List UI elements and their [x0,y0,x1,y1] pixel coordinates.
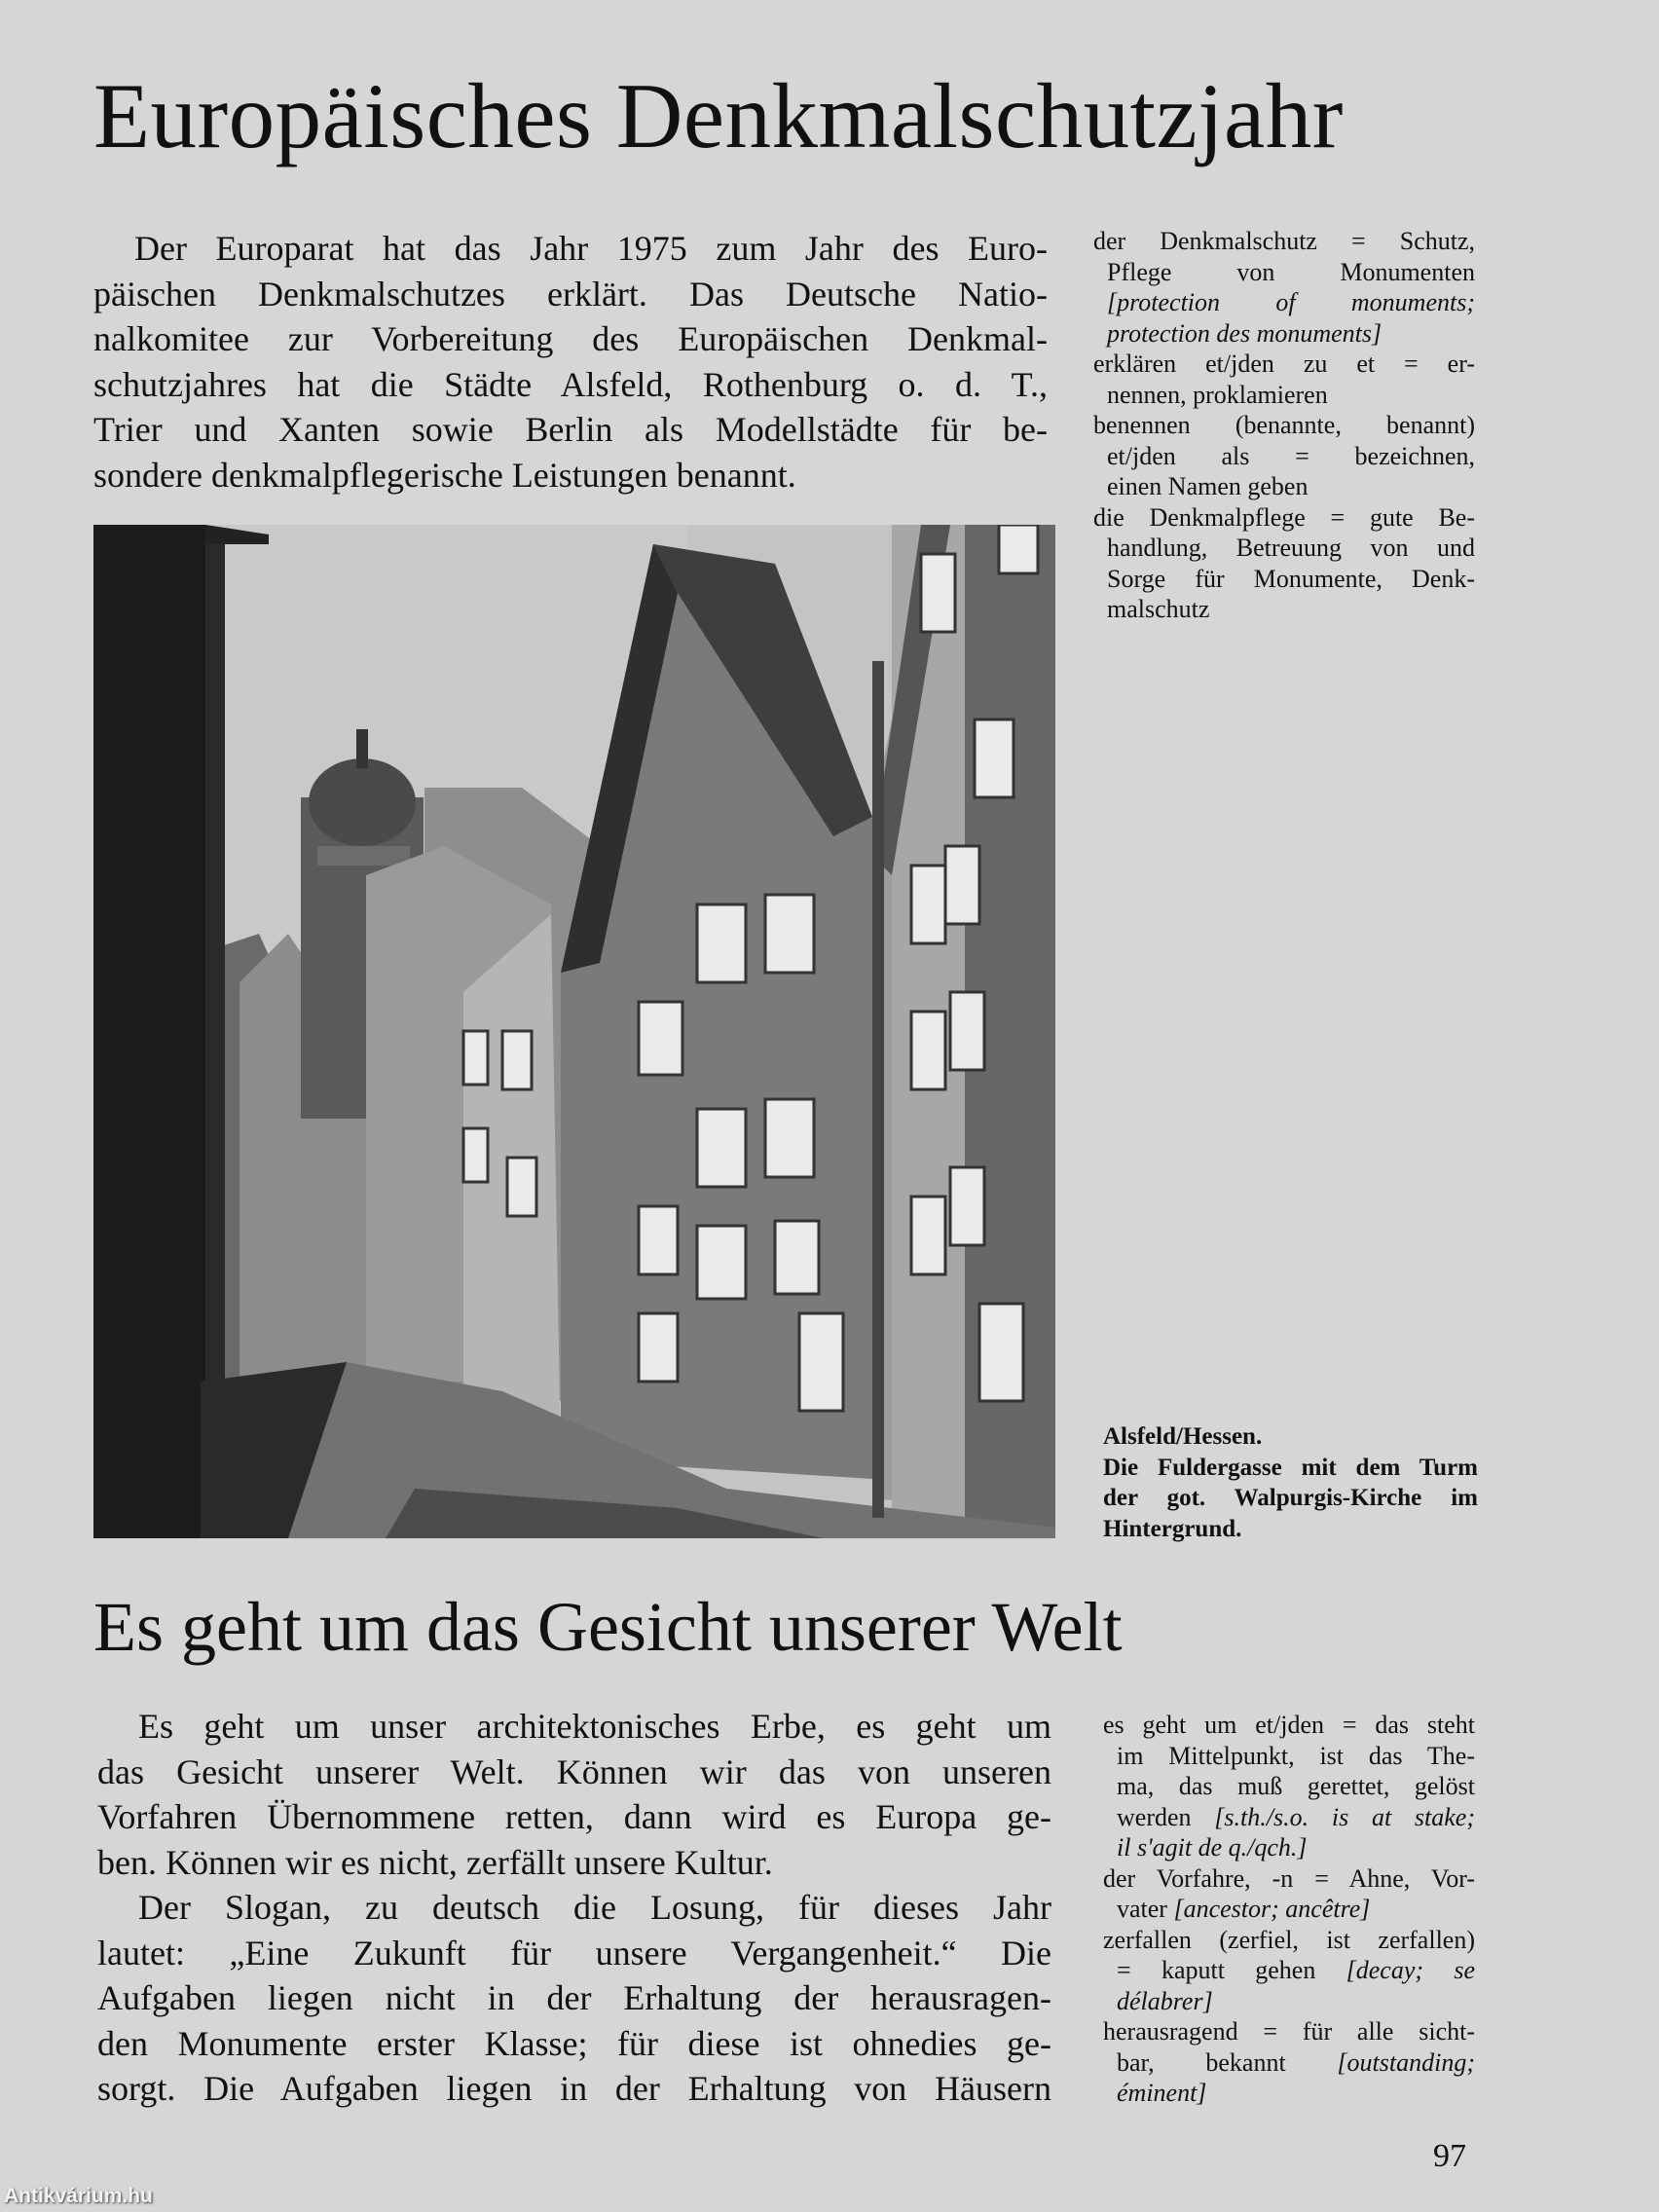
glossary-2 [1103,1710,1475,2109]
glossary-line [1093,441,1475,472]
text-line: sorgt. Die Aufgaben liegen in der Erhaltung von Häusern [97,2069,1051,2108]
glossary-line [1103,1832,1475,1863]
definition-text: Sorge für Monumente, Denk- [1107,564,1475,593]
intro-text [93,226,1048,498]
paragraph [93,226,1048,498]
text-line: ben. Können wir es nicht, zerfällt unsere Kultur. [97,1842,773,1882]
definition-text: einen Namen geben [1107,472,1309,500]
definition-text: et/jden als = bezeichnen, [1107,441,1475,470]
text-line: den Monumente erster Klasse; für diese ist ohnedies ge- [97,2023,1051,2063]
photo-caption [1103,1421,1478,1544]
glossary-1 [1093,226,1475,625]
glossary-line [1093,502,1475,534]
definition-text: zerfallen (zerfiel, ist zerfallen) [1103,1925,1475,1954]
caption-line: der got. Walpurgis-Kirche im [1103,1485,1478,1511]
text-line: Vorfahren Übernommene retten, dann wird es Europa ge- [97,1797,1051,1836]
definition-text: die Denkmalpflege = gute Be- [1093,502,1475,532]
definition-text: nennen, proklamieren [1107,380,1328,409]
glossary-line [1103,1741,1475,1772]
glossary-entry [1093,349,1475,410]
glossary-line [1093,410,1475,441]
definition-text: werden [1117,1802,1215,1831]
alsfeld-street-image [93,525,1055,1538]
text-line: Es geht um unser architektonisches Erbe, es geht um [138,1707,1051,1746]
street-photo [93,525,1055,1538]
text-line: das Gesicht unserer Welt. Können wir das von unseren [97,1751,1051,1791]
glossary-line [1093,257,1475,288]
definition-text: = kaputt gehen [1117,1956,1346,1984]
translation-text: [outstanding; [1337,2047,1475,2077]
text-line: Der Slogan, zu deutsch die Losung, für dieses Jahr [138,1888,1051,1927]
translation-text: [decay; se [1346,1956,1475,1984]
definition-text: ma, das muß gerettet, gelöst [1117,1772,1475,1800]
caption-line: Die Fuldergasse mit dem Turm [1103,1454,1478,1481]
glossary-entry [1093,410,1475,502]
glossary-line [1103,1802,1475,1833]
caption-line: Alsfeld/Hessen. [1103,1423,1263,1450]
glossary-line [1103,2078,1475,2109]
translation-text: [s.th./s.o. is at stake; [1214,1802,1476,1831]
body-text [97,1704,1051,2112]
glossary-line [1093,287,1475,318]
definition-text: herausragend = für alle sicht- [1103,2017,1475,2046]
translation-text: [protection of monuments; [1107,288,1475,316]
glossary-line [1103,1710,1475,1741]
definition-text: erklären et/jden zu et = er- [1093,350,1475,378]
glossary-entry [1103,1925,1475,2017]
definition-text: im Mittelpunkt, ist das The- [1117,1741,1475,1770]
glossary-line [1103,1863,1475,1895]
glossary-entry [1103,1710,1475,1863]
definition-text: es geht um et/jden = das steht [1103,1711,1475,1739]
definition-text: malschutz [1107,595,1210,623]
glossary-line [1093,533,1475,564]
definition-text: handlung, Betreuung von und [1107,534,1475,562]
text-line: päischen Denkmalschutzes erklärt. Das Deutsche Natio- [93,274,1048,313]
translation-text: il s'agit de q./qch.] [1117,1833,1308,1862]
glossary-entry [1103,2016,1475,2109]
translation-text: éminent] [1117,2079,1207,2107]
glossary-line [1093,380,1475,411]
definition-text: der Denkmalschutz = Schutz, [1093,227,1475,255]
translation-text: protection des monuments] [1107,318,1382,348]
paragraph [97,1885,1051,2112]
glossary-line [1093,226,1475,257]
text-line: nalkomitee zur Vorbereitung des Europäischen Denkmal- [93,319,1048,358]
watermark-logo: Antikvárium.hu [4,2185,153,2207]
glossary-line [1103,2047,1475,2079]
glossary-line [1093,564,1475,595]
glossary-entry [1093,226,1475,349]
page-number: 97 [1433,2138,1466,2174]
text-line: Der Europarat hat das Jahr 1975 zum Jahr des Euro- [134,229,1048,268]
glossary-line [1103,1925,1475,1956]
glossary-line [1103,1986,1475,2017]
glossary-line [1093,349,1475,380]
glossary-entry [1103,1863,1475,1925]
text-line: Trier und Xanten sowie Berlin als Modellstädte für be- [93,410,1048,449]
paragraph [97,1704,1051,1885]
definition-text: bar, bekannt [1117,2047,1338,2077]
glossary-entry [1093,502,1475,625]
glossary-line [1103,1894,1475,1925]
text-line: sondere denkmalpflegerische Leistungen benannt. [93,455,796,495]
glossary-line [1103,1955,1475,1986]
text-line: lautet: „Eine Zukunft für unsere Vergangenheit.“ Die [97,1933,1051,1972]
definition-text: der Vorfahre, -n = Ahne, Vor- [1103,1863,1475,1893]
translation-text: [ancestor; ancêtre] [1173,1895,1371,1923]
text-line: schutzjahres hat die Städte Alsfeld, Rothenburg o. d. T., [93,364,1048,404]
glossary-line [1103,2016,1475,2047]
translation-text: délabrer] [1117,1986,1213,2015]
glossary-line [1093,594,1475,625]
definition-text: Pflege von Monumenten [1107,257,1475,286]
section-heading: Es geht um das Gesicht unserer Welt [93,1588,1123,1666]
glossary-line [1093,318,1475,350]
definition-text: vater [1117,1895,1174,1923]
text-line: Aufgaben liegen nicht in der Erhaltung der herausragen- [97,1978,1051,2017]
glossary-line [1093,471,1475,502]
definition-text: benennen (benannte, benannt) [1093,411,1475,439]
page-title: Europäisches Denkmalschutzjahr [93,64,1344,167]
caption-line: Hintergrund. [1103,1515,1242,1542]
glossary-line [1103,1771,1475,1802]
